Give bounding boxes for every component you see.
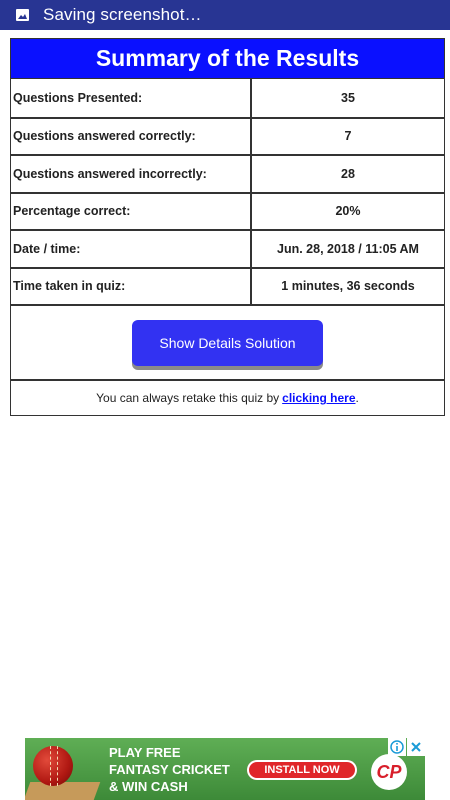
row-value: 35 (341, 90, 355, 105)
ad-line-3: & WIN CASH (109, 779, 188, 794)
close-icon[interactable] (407, 738, 425, 756)
table-row (11, 79, 444, 117)
ad-banner[interactable] (25, 738, 425, 800)
table-row (11, 192, 444, 230)
row-value: 7 (344, 129, 352, 144)
table-row (11, 154, 444, 192)
table-row (11, 117, 444, 155)
results-rows (11, 79, 444, 304)
ad-text (109, 744, 230, 795)
show-details-solution-button[interactable]: Show Details Solution (132, 320, 323, 366)
ad-line-1: PLAY FREE (109, 745, 181, 760)
status-text: Saving screenshot… (43, 5, 202, 24)
info-icon[interactable] (388, 738, 406, 756)
cricket-ball-icon (33, 746, 73, 786)
table-row (11, 229, 444, 267)
image-icon (16, 9, 29, 21)
row-value: 20% (335, 204, 361, 219)
row-label: Date / time: (11, 231, 252, 267)
details-button-row (11, 304, 444, 379)
row-label: Questions answered correctly: (11, 119, 252, 155)
row-label: Questions Presented: (11, 79, 252, 117)
status-bar (0, 0, 450, 30)
retake-text: You can always retake this quiz by (96, 391, 280, 405)
row-value: 28 (341, 166, 355, 181)
ad-line-2: FANTASY CRICKET (109, 762, 230, 777)
row-label: Time taken in quiz: (11, 269, 252, 305)
retake-link[interactable]: clicking here (282, 391, 356, 405)
row-value: 1 minutes, 36 seconds (281, 279, 415, 294)
row-label: Questions answered incorrectly: (11, 156, 252, 192)
row-label: Percentage correct: (11, 194, 252, 230)
ad-logo: CP (371, 754, 407, 790)
row-value: Jun. 28, 2018 / 11:05 AM (277, 241, 419, 256)
results-table (10, 38, 445, 416)
table-row (11, 267, 444, 305)
retake-end: . (355, 391, 359, 405)
results-title: Summary of the Results (11, 39, 444, 79)
cricket-bat-icon (25, 782, 100, 800)
install-now-button[interactable]: INSTALL NOW (247, 760, 357, 780)
retake-row (11, 379, 444, 415)
